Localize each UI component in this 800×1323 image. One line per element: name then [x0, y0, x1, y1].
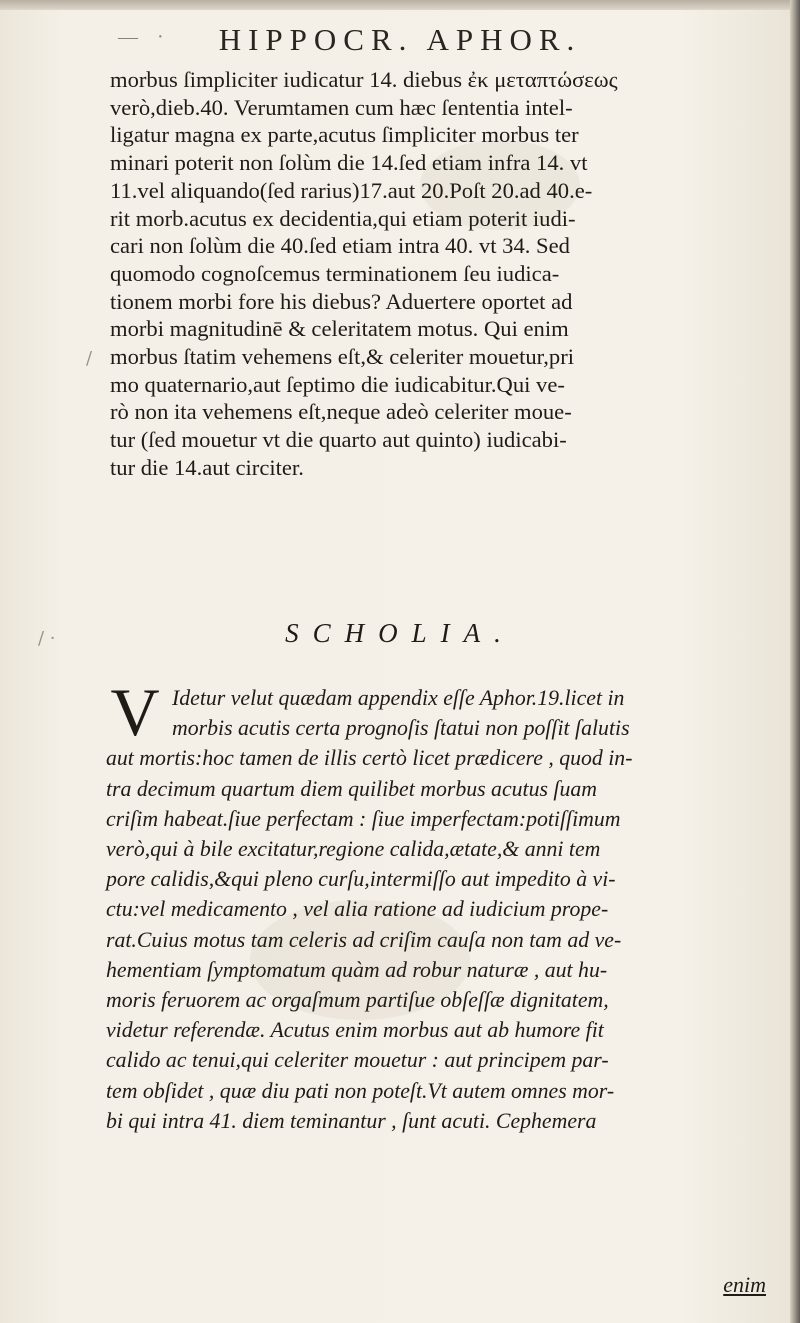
text-line: morbus ſtatim vehemens eſt,& celeriter mouetur,pri — [110, 344, 575, 370]
text-line: 11.vel aliquando(ſed rarius)17.aut 20.Poſt 20.ad 40.e- — [110, 177, 593, 203]
text-line: tur (ſed mouetur vt die quarto aut quinto) iudicabi- — [110, 427, 567, 453]
text-line: quomodo cognoſcemus terminationem ſeu iudica- — [110, 260, 560, 286]
text-line: tur die 14.aut circiter. — [110, 454, 304, 480]
margin-mark: / — [86, 348, 93, 369]
text-line: ligatur magna ex parte,acutus ſimpliciter morbus ter — [110, 122, 579, 148]
catchword: enim — [723, 1272, 766, 1297]
text-line: verò,dieb.40. Verumtamen cum hæc ſententia intel- — [110, 94, 573, 120]
text-line: cari non ſolùm die 40.ſed etiam intra 40. vt 34. Sed — [110, 233, 570, 259]
scholia-line: rat.Cuius motus tam celeris ad criſim cauſa non tam ad ve- — [106, 927, 622, 952]
text-line: mo quaternario,aut ſeptimo die iudicabitur.Qui ve- — [110, 371, 565, 397]
scholia-line: aut mortis:hoc tamen de illis certò licet prædicere , quod in- — [106, 746, 633, 771]
scholia-line: criſim habeat.ſiue perfectam : ſiue imperfectam:potiſſimum — [106, 806, 621, 831]
scholia-text — [106, 674, 786, 1136]
margin-mark: / · — [38, 628, 56, 649]
running-head — [0, 22, 800, 58]
running-head-dash: — · — [118, 26, 171, 48]
text-line: morbus ſimpliciter iudicatur 14. diebus ἐκ μεταπτώσεως — [110, 67, 618, 92]
text-line: rò non ita vehemens eſt,neque adeò celeriter moue- — [110, 399, 572, 425]
scholia-line: tra decimum quartum diem quilibet morbus acutus ſuam — [106, 776, 598, 801]
page-top-shadow — [0, 0, 800, 10]
running-head-text: HIPPOCR. APHOR. — [218, 22, 582, 57]
scholia-line: bi qui intra 41. diem teminantur , ſunt acuti. Cephemera — [106, 1108, 597, 1133]
text-line: minari poterit non ſolùm die 14.ſed etiam infra 14. vt — [110, 150, 588, 176]
text-line: rit morb.acutus ex decidentia,qui etiam poterit iudi- — [110, 205, 576, 231]
scholia-line: verò,qui à bile excitatur,regione calida,ætate,& anni tem — [106, 837, 601, 862]
page-gutter-edge — [790, 0, 800, 1323]
text-line: tionem morbi fore his diebus? Aduertere oportet ad — [110, 288, 573, 314]
scholia-line: ctu:vel medicamento , vel alia ratione ad iudicium prope- — [106, 897, 609, 922]
text-line: morbi magnitudinē & celeritatem motus. Qui enim — [110, 316, 569, 342]
drop-cap: V — [110, 674, 160, 750]
scholia-line: Idetur velut quædam appendix eſſe Aphor.19.licet in — [172, 686, 625, 710]
scholia-line: morbis acutis certa prognoſis ſtatui non poſſit ſalutis — [172, 716, 630, 741]
aphorism-text — [110, 66, 782, 482]
scholia-line: moris feruorem ac orgaſmum partiſue obſeſſæ dignitatem, — [106, 988, 609, 1013]
scholia-line: videtur referendæ. Acutus enim morbus aut ab humore fit — [106, 1018, 604, 1043]
scholia-line: pore calidis,&qui pleno curſu,intermiſſo aut impedito à vi- — [106, 867, 616, 892]
scholia-line: tem obſidet , quæ diu pati non poteſt.Vt autem omnes mor- — [106, 1078, 615, 1103]
scholia-line: hementiam ſymptomatum quàm ad robur naturæ , aut hu- — [106, 957, 608, 982]
scholia-line: calido ac tenui,qui celeriter mouetur : aut principem par- — [106, 1048, 609, 1073]
scholia-heading: SCHOLIA. — [285, 618, 515, 648]
